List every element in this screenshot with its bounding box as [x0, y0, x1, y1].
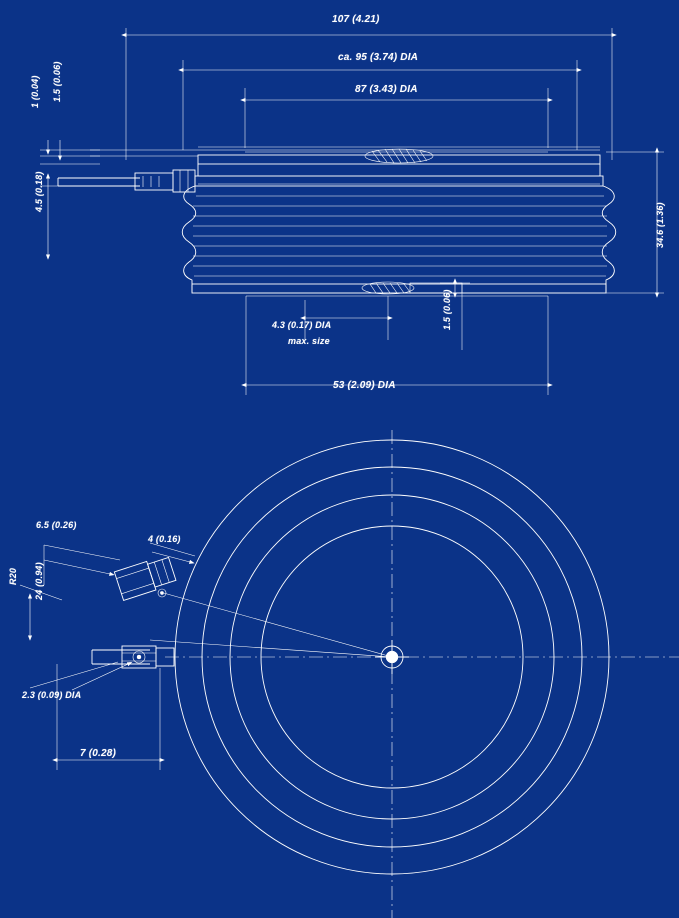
dim-plan-4: R20 [8, 567, 18, 585]
dim-bottom-inner: 4.3 (0.17) DIA [272, 320, 332, 330]
dim-top-second: ca. 95 (3.74) DIA [338, 52, 419, 63]
dim-left-upper-2: 1.5 (0.06) [52, 61, 62, 102]
dim-bottom-right-small: 1.5 (0.06) [442, 289, 452, 330]
dim-right-height: 34.6 (1.36) [655, 202, 665, 248]
dim-top-third: 87 (3.43) DIA [355, 84, 418, 95]
side-elevation-view [40, 28, 664, 395]
dim-plan-2: 4 (0.16) [148, 534, 181, 544]
dim-plan-1: 6.5 (0.26) [36, 520, 77, 530]
dim-bottom-inner-note: max. size [288, 336, 330, 346]
dim-left-lower: 4.5 (0.18) [34, 171, 44, 212]
dim-plan-6: 7 (0.28) [80, 748, 117, 759]
dim-plan-3: 24 (0.94) [34, 562, 44, 600]
dim-plan-5: 2.3 (0.09) DIA [22, 690, 82, 700]
dim-top-overall: 107 (4.21) [332, 14, 380, 25]
dim-left-upper-1: 1 (0.04) [30, 75, 40, 108]
plan-view [20, 430, 679, 918]
dim-bottom-overall: 53 (2.09) DIA [333, 380, 396, 391]
